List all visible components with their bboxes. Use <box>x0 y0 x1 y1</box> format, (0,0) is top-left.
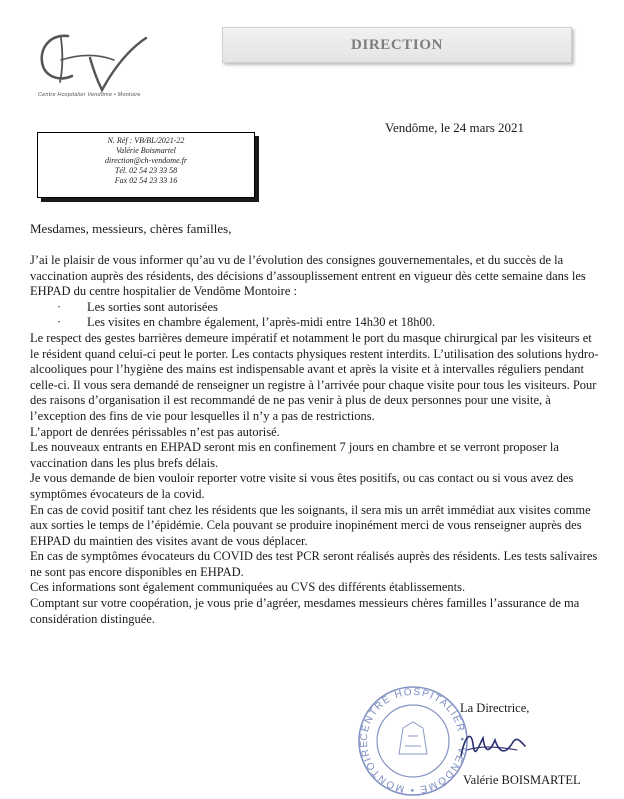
reference-number: N. Réf : VB/BL/2021-22 <box>107 136 185 145</box>
salutation: Mesdames, messieurs, chères familles, <box>30 221 232 236</box>
measures-list <box>30 300 600 331</box>
reference-name: Valérie Boismartel <box>116 146 176 155</box>
list-item: · Les sorties sont autorisées <box>57 299 218 314</box>
paragraph: Le respect des gestes barrières demeure impératif et notamment le port du masque chirurgical par les visiteurs et le résident quand celui-ci peut le porter. Les contacts physiques restent interdits. L’utilisation des solutions hydro-alcooliques pour l’hygiène des mains est indispensable avant et après la visite et à intervalles réguliers pendant celle-ci. Il vous sera demandé de renseigner un registre à l’arrivée pour chaque visite pour tous les visiteurs. Pour des raisons d’organisation il est recommandé de ne pas venir à plus de deux personnes pour une visite, à l’exception des fins de vie pour lesquelles il n’y a pas de restrictions. <box>30 330 599 423</box>
paragraph: En cas de covid positif tant chez les résidents que les soignants, il sera mis un arrêt immédiat aux visites comme aux sorties le temps de l’épidémie. Cela pouvant se produire inopinément merci de vous renseigner auprès des EHPAD du maintien des visites avant de vous déplacer. <box>30 502 591 548</box>
reference-fax: Fax 02 54 23 33 16 <box>114 176 178 185</box>
intro-paragraph: J’ai le plaisir de vous informer qu’au vu de l’évolution des consignes gouvernementales, et du succès de la vaccination auprès des résidents, des décisions d’assouplissement entrent en vigueur dès cette semaine dans les EHPAD du centre hospitalier de Vendôme Montoire : <box>30 253 586 299</box>
paragraph: En cas de symptômes évocateurs du COVID des test PCR seront réalisés auprès des résidents. Les tests salivaires ne sont pas encore disponibles en EHPAD. <box>30 549 598 579</box>
paragraph: Les nouveaux entrants en EHPAD seront mis en confinement 7 jours en chambre et se verront proposer la vaccination dans les plus brefs délais. <box>30 440 559 470</box>
paragraph: Comptant sur votre coopération, je vous prie d’agréer, mesdames messieurs chères familles l’assurance de ma considération distinguée. <box>30 596 580 626</box>
signatory-name: Valérie BOISMARTEL <box>463 773 581 787</box>
letter-body <box>30 253 600 627</box>
department-header: DIRECTION <box>222 27 572 63</box>
list-item: · Les visites en chambre également, l’après-midi entre 14h30 et 18h00. <box>57 315 436 330</box>
paragraph: Ces informations sont également communiquées au CVS des différents établissements. <box>30 580 466 595</box>
paragraph: L’apport de denrées périssables n’est pas autorisé. <box>30 424 280 439</box>
reference-box <box>37 132 255 198</box>
paragraph: Je vous demande de bien vouloir reporter votre visite si vous êtes positifs, ou cas contact ou si vous avez des symptômes évocateurs de la covid. <box>30 471 574 501</box>
reference-email: direction@ch-vendome.fr <box>105 156 187 165</box>
signatory-title: La Directrice, <box>460 701 530 715</box>
logo-subtitle: Centre Hospitalier Vendôme • Montoire <box>38 92 141 98</box>
svg-text:CENTRE HOSPITALIER • VENDÔME •: CENTRE HOSPITALIER • VENDÔME • MONTOIRE <box>358 686 468 796</box>
reference-tel: Tél. 02 54 23 33 58 <box>114 166 178 175</box>
handwritten-signature-icon <box>455 722 530 767</box>
date-line: Vendôme, le 24 mars 2021 <box>385 120 525 135</box>
